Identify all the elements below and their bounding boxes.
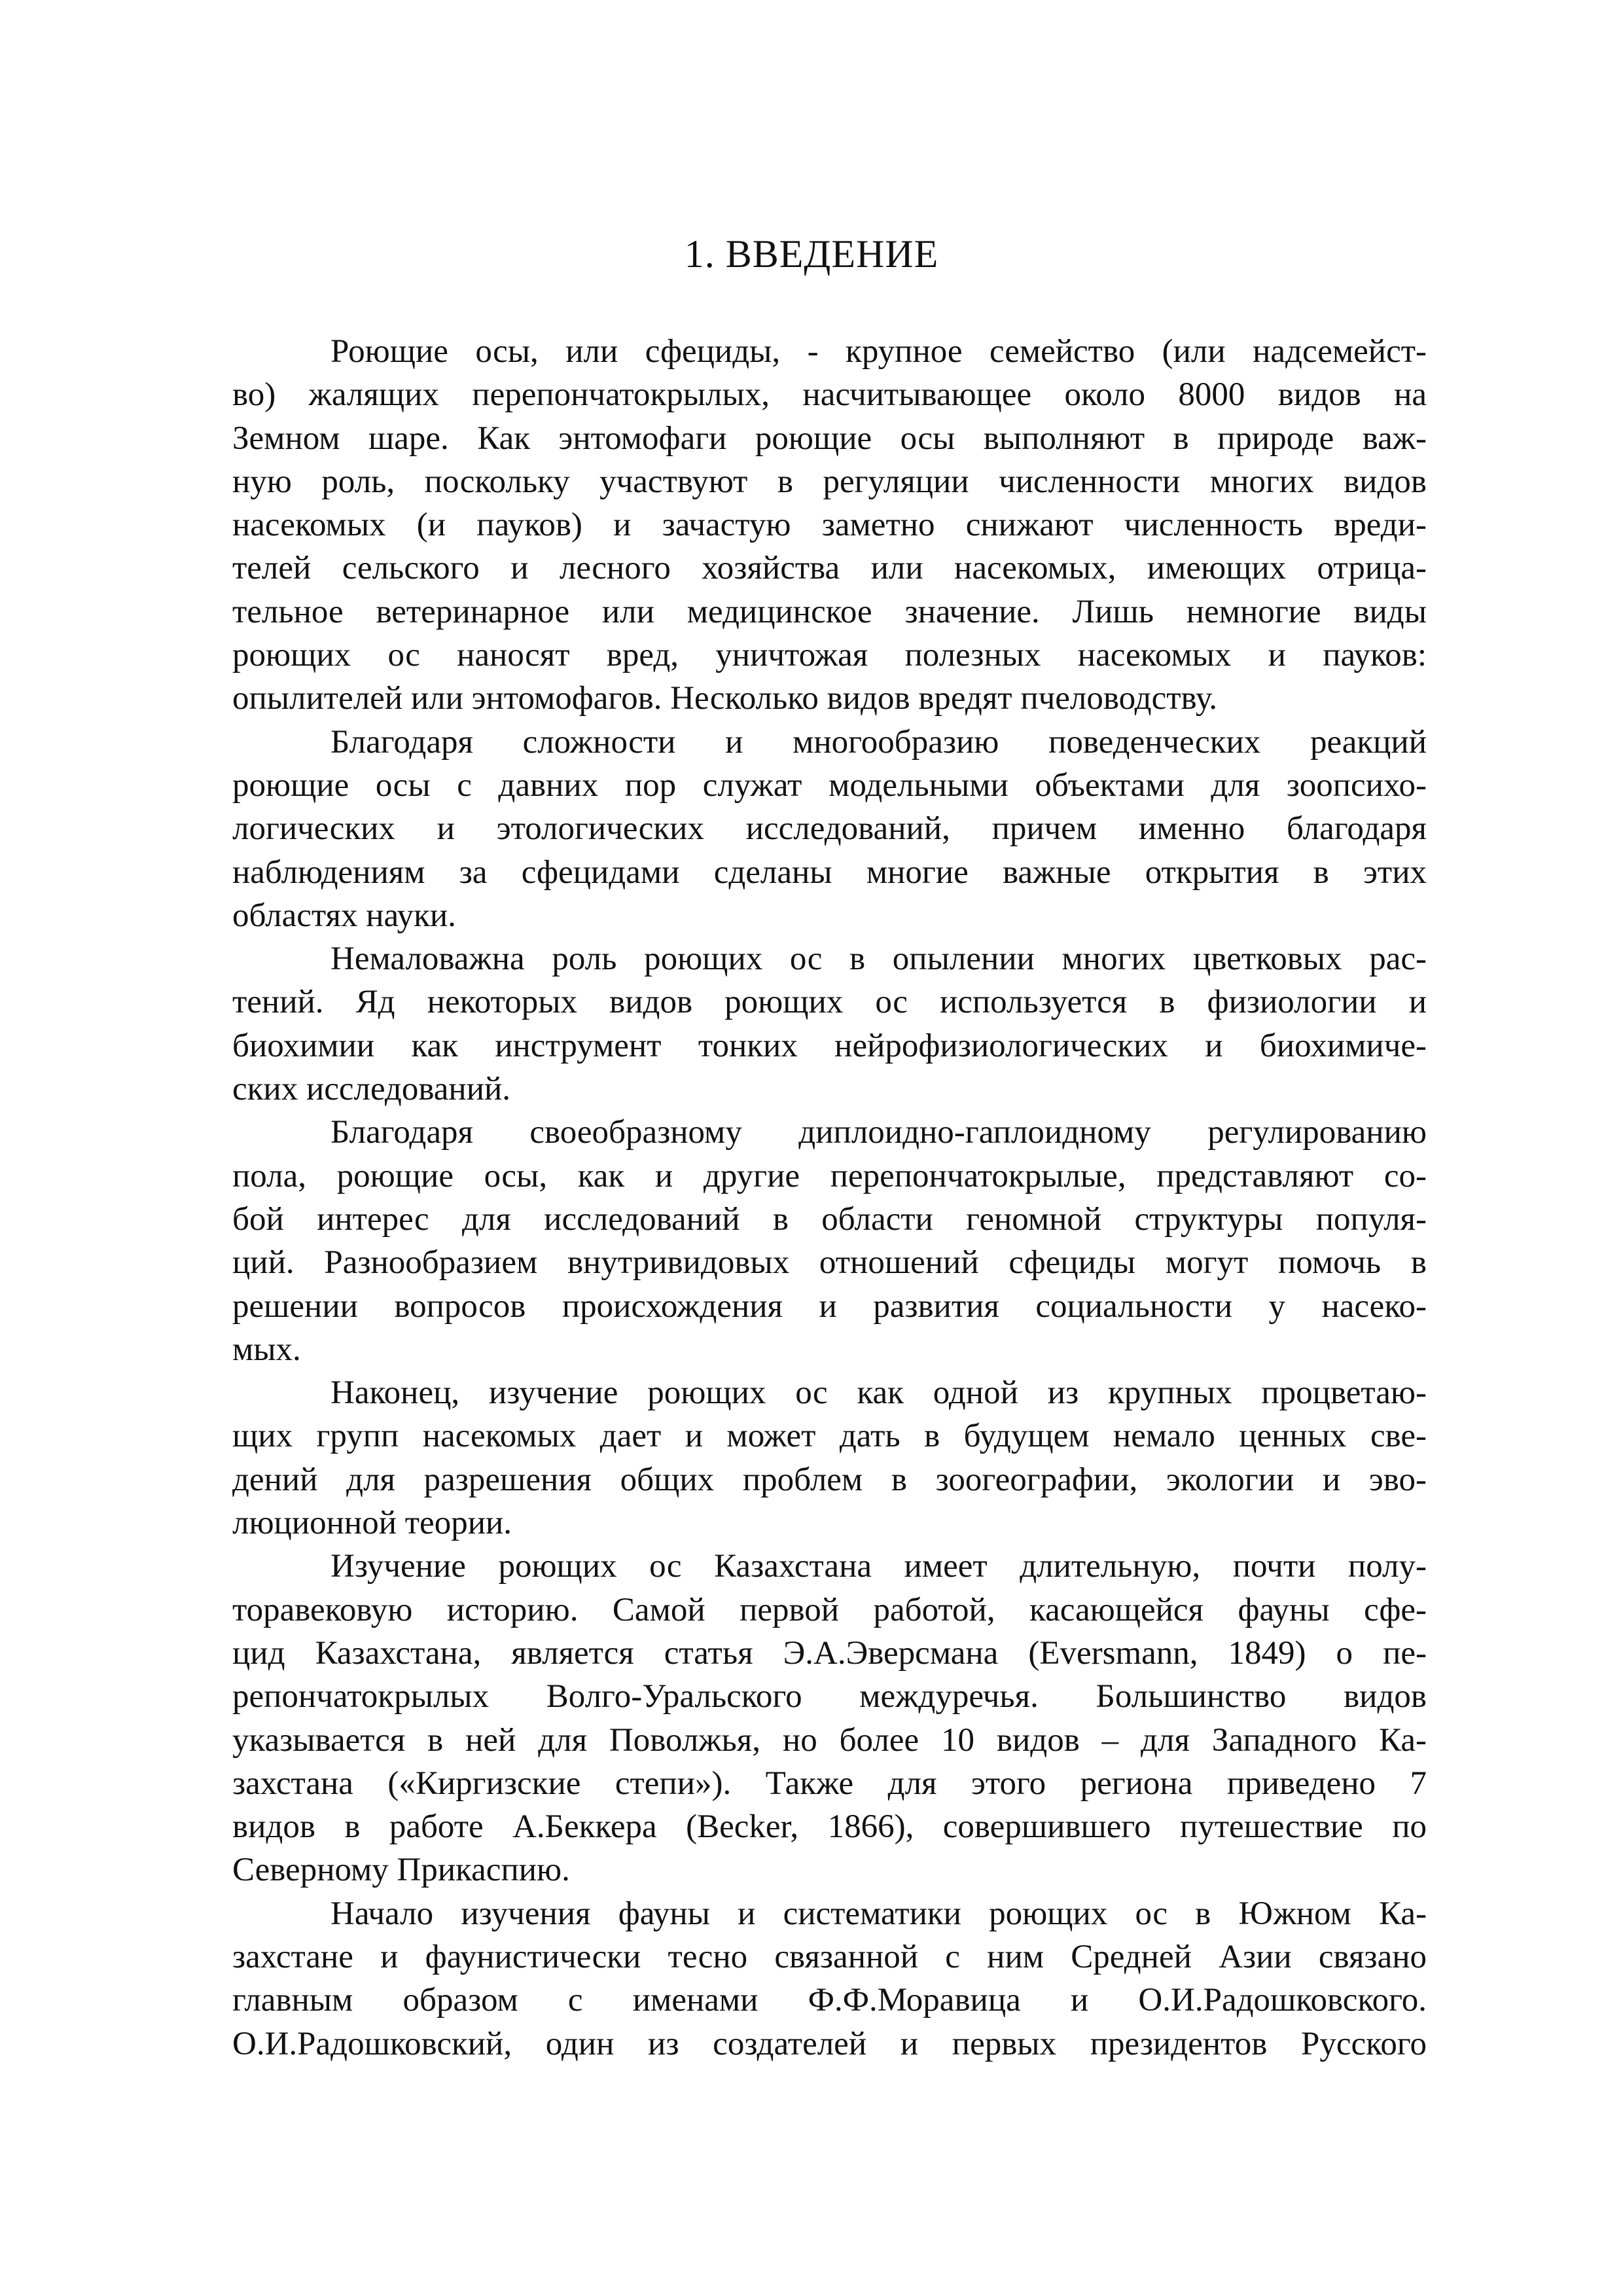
- paragraph: [232, 721, 1427, 937]
- text-line: торавековую историю. Самой первой работой, касающейся фауны сфе-: [232, 1591, 1427, 1628]
- text-line: логических и этологических исследований, причем именно благодаря: [232, 810, 1427, 848]
- text-line: биохимии как инструмент тонких нейрофизиологических и биохимиче-: [232, 1027, 1427, 1064]
- paragraph: [232, 1111, 1427, 1371]
- text-line: во) жалящих перепончатокрылых, насчитывающее около 8000 видов на: [232, 376, 1427, 414]
- paragraph: [232, 1371, 1427, 1545]
- text-line: видов в работе А.Беккера (Becker, 1866), совершившего путешествие по: [232, 1808, 1427, 1846]
- text-line: Земном шаре. Как энтомофаги роющие осы выполняют в природе важ-: [232, 420, 1427, 457]
- text-line: опылителей или энтомофагов. Несколько видов вредят пчеловодству.: [232, 680, 1217, 717]
- text-line: тельное ветеринарное или медицинское значение. Лишь немногие виды: [232, 593, 1427, 630]
- text-line: Благодаря своеобразному диплоидно-гаплоидному регулированию: [330, 1114, 1427, 1151]
- text-line: роющих ос наносят вред, уничтожая полезных насекомых и пауков:: [232, 637, 1427, 674]
- text-line: захстана («Киргизские степи»). Также для этого региона приведено 7: [232, 1765, 1427, 1802]
- text-line: роющие осы с давних пор служат модельными объектами для зоопсихо-: [232, 766, 1427, 804]
- text-line: Начало изучения фауны и систематики роющих ос в Южном Ка-: [330, 1895, 1427, 1932]
- text-line: указывается в ней для Поволжья, но более 10 видов – для Западного Ка-: [232, 1721, 1427, 1759]
- paragraph: [232, 937, 1427, 1111]
- text-line: щих групп насекомых дает и может дать в будущем немало ценных све-: [232, 1418, 1427, 1455]
- text-line: ских исследований.: [232, 1071, 511, 1108]
- text-line: дений для разрешения общих проблем в зоогеографии, экологии и эво-: [232, 1461, 1427, 1498]
- text-line: Наконец, изучение роющих ос как одной из крупных процветаю-: [330, 1374, 1427, 1412]
- text-line: Немаловажна роль роющих ос в опылении многих цветковых рас-: [330, 941, 1427, 978]
- text-line: Роющие осы, или сфециды, - крупное семейство (или надсемейст-: [330, 333, 1427, 370]
- text-line: пола, роющие осы, как и другие перепончатокрылые, представляют со-: [232, 1157, 1427, 1194]
- text-line: телей сельского и лесного хозяйства или насекомых, имеющих отрица-: [232, 550, 1427, 587]
- text-line: решении вопросов происхождения и развития социальности у насеко-: [232, 1287, 1427, 1325]
- text-line: репончатокрылых Волго-Уральского междуречья. Большинство видов: [232, 1678, 1427, 1715]
- body-text: [232, 330, 1427, 2066]
- text-line: Северному Прикаспию.: [232, 1852, 570, 1889]
- text-line: областях науки.: [232, 897, 456, 934]
- text-line: наблюдениям за сфецидами сделаны многие важные открытия в этих: [232, 853, 1427, 891]
- text-line: ную роль, поскольку участвуют в регуляции численности многих видов: [232, 463, 1427, 500]
- paragraph: [232, 1892, 1427, 2066]
- text-line: Изучение роющих ос Казахстана имеет длительную, почти полу-: [330, 1548, 1427, 1585]
- text-line: бой интерес для исследований в области геномной структуры популя-: [232, 1200, 1427, 1238]
- text-line: люционной теории.: [232, 1505, 512, 1542]
- text-line: цид Казахстана, является статья Э.А.Эверсмана (Eversmann, 1849) о пе-: [232, 1634, 1427, 1672]
- text-line: главным образом с именами Ф.Ф.Моравица и О.И.Радошковского.: [232, 1982, 1427, 2019]
- text-line: захстане и фаунистически тесно связанной с ним Средней Азии связано: [232, 1938, 1427, 1975]
- text-line: Благодаря сложности и многообразию поведенческих реакций: [330, 723, 1427, 761]
- text-line: насекомых (и пауков) и зачастую заметно снижают численность вреди-: [232, 507, 1427, 544]
- text-line: мых.: [232, 1331, 301, 1368]
- paragraph: [232, 1545, 1427, 1892]
- paragraph: [232, 330, 1427, 721]
- text-line: О.И.Радошковский, один из создателей и первых президентов Русского: [232, 2025, 1427, 2062]
- text-line: ций. Разнообразием внутривидовых отношений сфециды могут помочь в: [232, 1244, 1427, 1282]
- text-line: тений. Яд некоторых видов роющих ос используется в физиологии и: [232, 984, 1427, 1021]
- page-title: 1. ВВЕДЕНИЕ: [684, 232, 939, 276]
